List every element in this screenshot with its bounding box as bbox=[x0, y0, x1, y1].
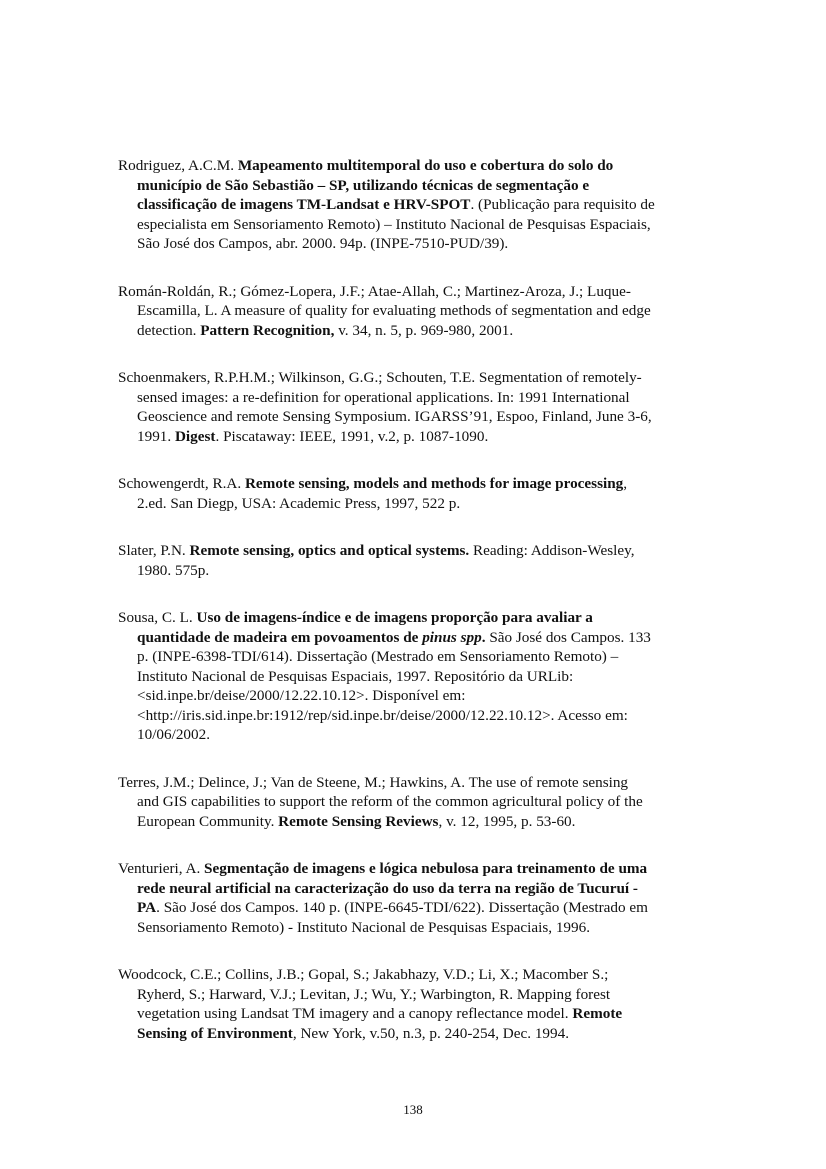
reference-entry bbox=[118, 773, 718, 832]
reference-entry bbox=[118, 965, 718, 1043]
reference-text: 10/06/2002. bbox=[137, 726, 210, 743]
reference-title-text: Uso de imagens-índice e de imagens proporção para avaliar a bbox=[196, 609, 593, 626]
reference-text: Woodcock, C.E.; Collins, J.B.; Gopal, S.; Jakabhazy, V.D.; Li, X.; Macomber S.; bbox=[118, 966, 609, 983]
reference-text: . São José dos Campos. 140 p. (INPE-6645-TDI/622). Dissertação (Mestrado em bbox=[156, 899, 648, 916]
reference-text: detection. bbox=[137, 321, 201, 339]
reference-title-text: Segmentação de imagens e lógica nebulosa para treinamento de uma bbox=[204, 860, 648, 877]
reference-text: European Community. bbox=[137, 812, 279, 830]
reference-entry bbox=[118, 541, 718, 580]
reference-entry bbox=[118, 156, 718, 254]
reference-entry bbox=[118, 282, 718, 341]
reference-text: Reading: Addison-Wesley, bbox=[469, 542, 635, 559]
reference-text: vegetation using Landsat TM imagery and a canopy reflectance model. bbox=[137, 1005, 573, 1022]
reference-text: and GIS capabilities to support the reform of the common agricultural policy of the bbox=[137, 793, 643, 810]
reference-text: Escamilla, L. A measure of quality for evaluating methods of segmentation and edge bbox=[137, 302, 651, 319]
reference-text: Ryherd, S.; Harward, V.J.; Levitan, J.; Wu, Y.; Warbington, R. Mapping forest bbox=[137, 985, 611, 1003]
reference-text: , New York, v.50, n.3, p. 240-254, Dec. 1994. bbox=[292, 1024, 570, 1042]
reference-text: Geoscience and remote Sensing Symposium. IGARSS’91, Espoo, Finland, June 3-6, bbox=[137, 408, 652, 425]
reference-text: Instituto Nacional de Pesquisas Espaciais, 1997. Repositório da URLib: bbox=[137, 667, 574, 685]
reference-title-text: rede neural artificial na caracterização do uso da terra na região de Tucuruí - bbox=[137, 879, 638, 897]
reference-text: , v. 12, 1995, p. 53-60. bbox=[438, 812, 576, 830]
reference-entry bbox=[118, 859, 718, 937]
reference-text: Schoenmakers, R.P.H.M.; Wilkinson, G.G.; Schouten, T.E. Segmentation of remotely- bbox=[118, 369, 642, 386]
reference-text: <sid.inpe.br/deise/2000/12.22.10.12>. Disponível em: bbox=[137, 687, 466, 704]
reference-title-text: Sensing of Environment bbox=[137, 1024, 293, 1042]
reference-title-text: classificação de imagens TM-Landsat e HRV-SPOT bbox=[137, 196, 471, 213]
reference-title-text: pinus spp bbox=[422, 628, 482, 646]
reference-text: Rodriguez, A.C.M. bbox=[118, 157, 238, 174]
reference-title-text: Pattern Recognition, bbox=[200, 321, 335, 339]
reference-text: <http://iris.sid.inpe.br:1912/rep/sid.inpe.br/deise/2000/12.22.10.12>. Acesso em: bbox=[137, 706, 628, 724]
reference-text: Schowengerdt, R.A. bbox=[118, 475, 245, 492]
reference-list bbox=[118, 156, 718, 1071]
reference-title-text: Remote Sensing Reviews bbox=[278, 812, 439, 830]
reference-title-text: quantidade de madeira em povoamentos de bbox=[137, 628, 423, 646]
reference-text: Román-Roldán, R.; Gómez-Lopera, J.F.; Atae-Allah, C.; Martinez-Aroza, J.; Luque- bbox=[118, 282, 631, 300]
reference-title-text: Digest bbox=[174, 427, 216, 445]
reference-entry bbox=[118, 474, 718, 513]
reference-text: Sensoriamento Remoto) - Instituto Nacional de Pesquisas Espaciais, 1996. bbox=[137, 918, 591, 936]
reference-text: Slater, P.N. bbox=[118, 542, 190, 559]
reference-text: sensed images: a re-definition for operational applications. In: 1991 International bbox=[137, 388, 630, 406]
reference-text: . Piscataway: IEEE, 1991, v.2, p. 1087-1090. bbox=[215, 427, 489, 445]
page-number: 138 bbox=[403, 1102, 423, 1117]
reference-text: 1980. 575p. bbox=[137, 561, 210, 579]
reference-text: 1991. bbox=[137, 427, 175, 445]
reference-text: Terres, J.M.; Delince, J.; Van de Steene, M.; Hawkins, A. The use of remote sensing bbox=[118, 773, 629, 791]
reference-text: . (Publicação para requisito de bbox=[470, 196, 655, 213]
reference-entry bbox=[118, 608, 718, 745]
reference-text: São José dos Campos, abr. 2000. 94p. (INPE-7510-PUD/39). bbox=[137, 235, 509, 252]
reference-text: especialista em Sensoriamento Remoto) – Instituto Nacional de Pesquisas Espaciais, bbox=[137, 215, 651, 233]
reference-title-text: Remote sensing, models and methods for image processing bbox=[244, 475, 624, 492]
reference-title-text: PA bbox=[137, 899, 157, 916]
reference-title-text: município de São Sebastião – SP, utilizando técnicas de segmentação e bbox=[137, 176, 590, 194]
reference-text: , bbox=[623, 475, 628, 492]
reference-text: São José dos Campos. 133 bbox=[485, 628, 651, 646]
reference-title-text: . bbox=[481, 628, 486, 646]
reference-entry bbox=[118, 368, 718, 446]
reference-text: 2.ed. San Diegp, USA: Academic Press, 1997, 522 p. bbox=[137, 494, 461, 512]
reference-text: Venturieri, A. bbox=[118, 860, 205, 877]
reference-text: Sousa, C. L. bbox=[118, 609, 197, 626]
reference-title-text: Remote bbox=[572, 1005, 623, 1022]
reference-title-text: Mapeamento multitemporal do uso e cobertura do solo do bbox=[237, 157, 614, 174]
reference-text: p. (INPE-6398-TDI/614). Dissertação (Mestrado em Sensoriamento Remoto) – bbox=[137, 648, 619, 665]
reference-text: v. 34, n. 5, p. 969-980, 2001. bbox=[334, 321, 514, 339]
reference-title-text: Remote sensing, optics and optical systems. bbox=[189, 542, 470, 559]
